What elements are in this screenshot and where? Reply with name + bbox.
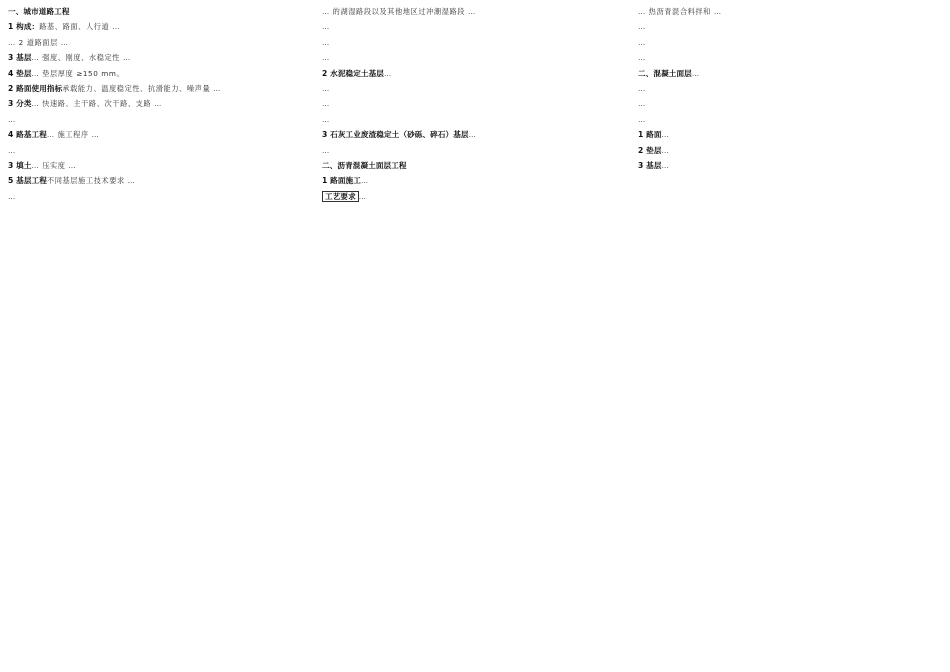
paragraph [8, 81, 306, 96]
paragraph [638, 19, 942, 34]
paragraph [638, 96, 942, 111]
paragraph-heading: 3 分类 [8, 99, 32, 109]
paragraph [638, 158, 942, 173]
paragraph-text: … [638, 22, 646, 32]
paragraph [322, 96, 620, 111]
paragraph-heading: 4 垫层 [8, 68, 32, 78]
paragraph [322, 112, 620, 127]
paragraph [638, 81, 942, 96]
paragraph-text: … 快速路、主干路、次干路、支路 … [31, 99, 162, 109]
paragraph [638, 143, 942, 158]
paragraph-text: … [322, 84, 330, 94]
paragraph [638, 35, 942, 50]
paragraph-text: … [322, 53, 330, 63]
paragraph-text: … [661, 130, 670, 140]
paragraph-heading: 5 基层工程 [8, 176, 47, 186]
paragraph-text: … 强度、刚度、水稳定性 … [31, 53, 131, 63]
paragraph-text: … [8, 114, 16, 124]
paragraph [8, 96, 306, 111]
paragraph [322, 35, 620, 50]
paragraph-heading: 2 水泥稳定土基层 [322, 68, 384, 78]
column-left [8, 4, 306, 668]
paragraph [322, 158, 620, 173]
paragraph [8, 143, 306, 158]
paragraph-heading: 工艺要求 [322, 191, 359, 202]
paragraph [8, 19, 306, 34]
paragraph-text: … [322, 114, 330, 124]
paragraph [322, 50, 620, 65]
paragraph-text: … [322, 145, 330, 155]
paragraph [322, 66, 620, 81]
paragraph-text: … [638, 53, 646, 63]
paragraph-text: … 压实度 … [31, 161, 77, 171]
paragraph [8, 4, 306, 19]
paragraph-text: … [322, 99, 330, 109]
paragraph [8, 158, 306, 173]
paragraph-text: … 热沥青混合料拌和 … [638, 7, 722, 16]
paragraph-heading: 3 填土 [8, 161, 32, 171]
paragraph-heading: 一、城市道路工程 [8, 7, 70, 16]
paragraph [322, 81, 620, 96]
paragraph [322, 173, 620, 188]
column-right [638, 4, 942, 668]
paragraph [322, 4, 620, 19]
paragraph [8, 112, 306, 127]
paragraph-text: 路基、路面、人行道 … [39, 22, 120, 32]
paragraph-text: … 垫层厚度 ≥150 mm。 [31, 68, 125, 78]
paragraph-text: … 的湖湿路段以及其他地区过冲潮湿路段 … [322, 7, 476, 16]
paragraph-heading: 二、混凝土面层 [638, 68, 692, 78]
paragraph [638, 66, 942, 81]
paragraph-heading: 2 路面使用指标 [8, 84, 63, 94]
paragraph-text: … [661, 161, 670, 171]
paragraph [638, 112, 942, 127]
paragraph-text: … [638, 114, 646, 124]
paragraph [8, 173, 306, 188]
paragraph [8, 50, 306, 65]
paragraph [638, 50, 942, 65]
paragraph-text: … [638, 37, 646, 47]
paragraph-heading: 二、沥青混凝土面层工程 [322, 161, 407, 171]
paragraph-text: … 2 道路面层 … [8, 37, 69, 47]
paragraph-text: … [8, 145, 16, 155]
paragraph-heading: 1 路面施工 [322, 176, 361, 186]
paragraph-heading: 1 构成： [8, 22, 40, 32]
paragraph [8, 66, 306, 81]
column-middle [322, 4, 620, 668]
paragraph-text: 不同基层施工技术要求 … [46, 176, 136, 186]
paragraph [322, 143, 620, 158]
paragraph-text: … [358, 191, 367, 201]
paragraph-text: … [691, 68, 700, 78]
paragraph-heading: 4 路基工程 [8, 130, 47, 140]
paragraph [8, 127, 306, 142]
paragraph-text: … [360, 176, 369, 186]
paragraph [8, 189, 306, 204]
paragraph [322, 19, 620, 34]
paragraph-text: … [468, 130, 477, 140]
paragraph-text: … 施工程序 … [46, 130, 100, 140]
paragraph-text: … [638, 84, 646, 94]
paragraph [638, 127, 942, 142]
paragraph-heading: 2 垫层 [638, 145, 662, 155]
paragraph-text: … [383, 68, 392, 78]
paragraph [8, 35, 306, 50]
paragraph [322, 127, 620, 142]
paragraph-heading: 1 路面 [638, 130, 662, 140]
paragraph-text: … [661, 145, 670, 155]
paragraph-text: … [638, 99, 646, 109]
paragraph [638, 4, 942, 19]
paragraph-text: … [322, 37, 330, 47]
paragraph [322, 189, 620, 204]
paragraph-heading: 3 基层 [8, 53, 32, 63]
paragraph-heading: 3 石灰工业废渣稳定土（砂砾、碎石）基层 [322, 130, 469, 140]
paragraph-text: 承载能力、温度稳定性、抗滑能力、噪声量 … [62, 84, 221, 94]
paragraph-heading: 3 基层 [638, 161, 662, 171]
paragraph-text: … [322, 22, 330, 32]
paragraph-text: … [8, 191, 16, 201]
